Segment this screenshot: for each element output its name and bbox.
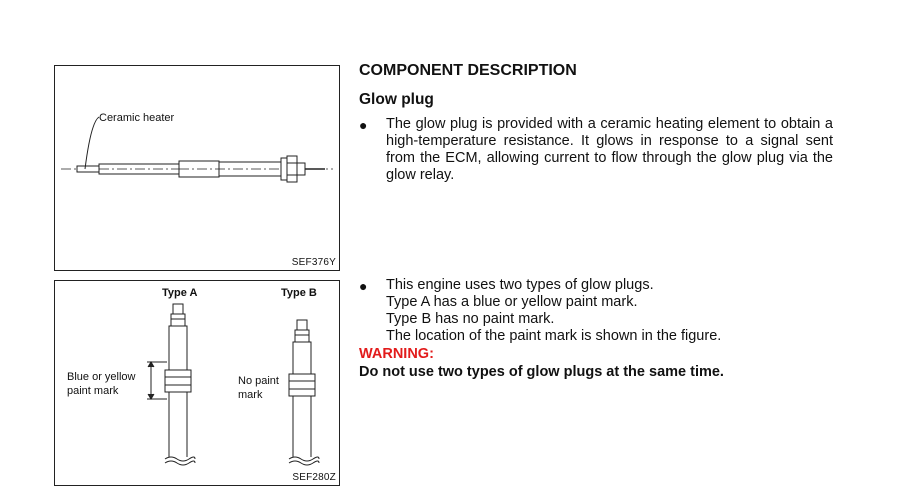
types-line-2: Type A has a blue or yellow paint mark. <box>386 294 638 310</box>
paint-mark-callout-line-2: paint mark <box>67 385 119 397</box>
glow-plug-types-description <box>386 277 833 345</box>
subsection-heading: Glow plug <box>359 91 434 108</box>
glow-plug-side-drawing <box>55 66 339 270</box>
bullet-icon: ● <box>359 278 368 294</box>
types-line-4: The location of the paint mark is shown in the figure. <box>386 328 722 344</box>
figure-glow-plug-types <box>54 280 340 486</box>
bullet-icon: ● <box>359 117 368 133</box>
glow-plug-description: The glow plug is provided with a ceramic heating element to obtain a high-temperature resistance. It glows in response to a signal sent from the ECM, allowing current to flow through the glow plug via the glow relay. <box>386 116 833 183</box>
figure-ceramic-heater <box>54 65 340 271</box>
paint-mark-callout <box>67 370 135 398</box>
paint-mark-callout-line-1: Blue or yellow <box>67 371 136 383</box>
warning-label: WARNING: <box>359 346 434 362</box>
type-b-label: Type B <box>281 287 317 299</box>
no-paint-mark-callout-line-2: mark <box>238 389 263 401</box>
no-paint-mark-callout-line-1: No paint <box>238 375 279 387</box>
figure-code: SEF376Y <box>291 257 336 268</box>
types-line-3: Type B has no paint mark. <box>386 311 555 327</box>
type-a-label: Type A <box>162 287 198 299</box>
ceramic-heater-callout: Ceramic heater <box>99 112 175 124</box>
figure-code: SEF280Z <box>292 472 336 483</box>
section-heading: COMPONENT DESCRIPTION <box>359 62 577 79</box>
types-line-1: This engine uses two types of glow plugs. <box>386 277 654 293</box>
warning-text: Do not use two types of glow plugs at the same time. <box>359 364 724 380</box>
no-paint-mark-callout <box>238 374 279 402</box>
